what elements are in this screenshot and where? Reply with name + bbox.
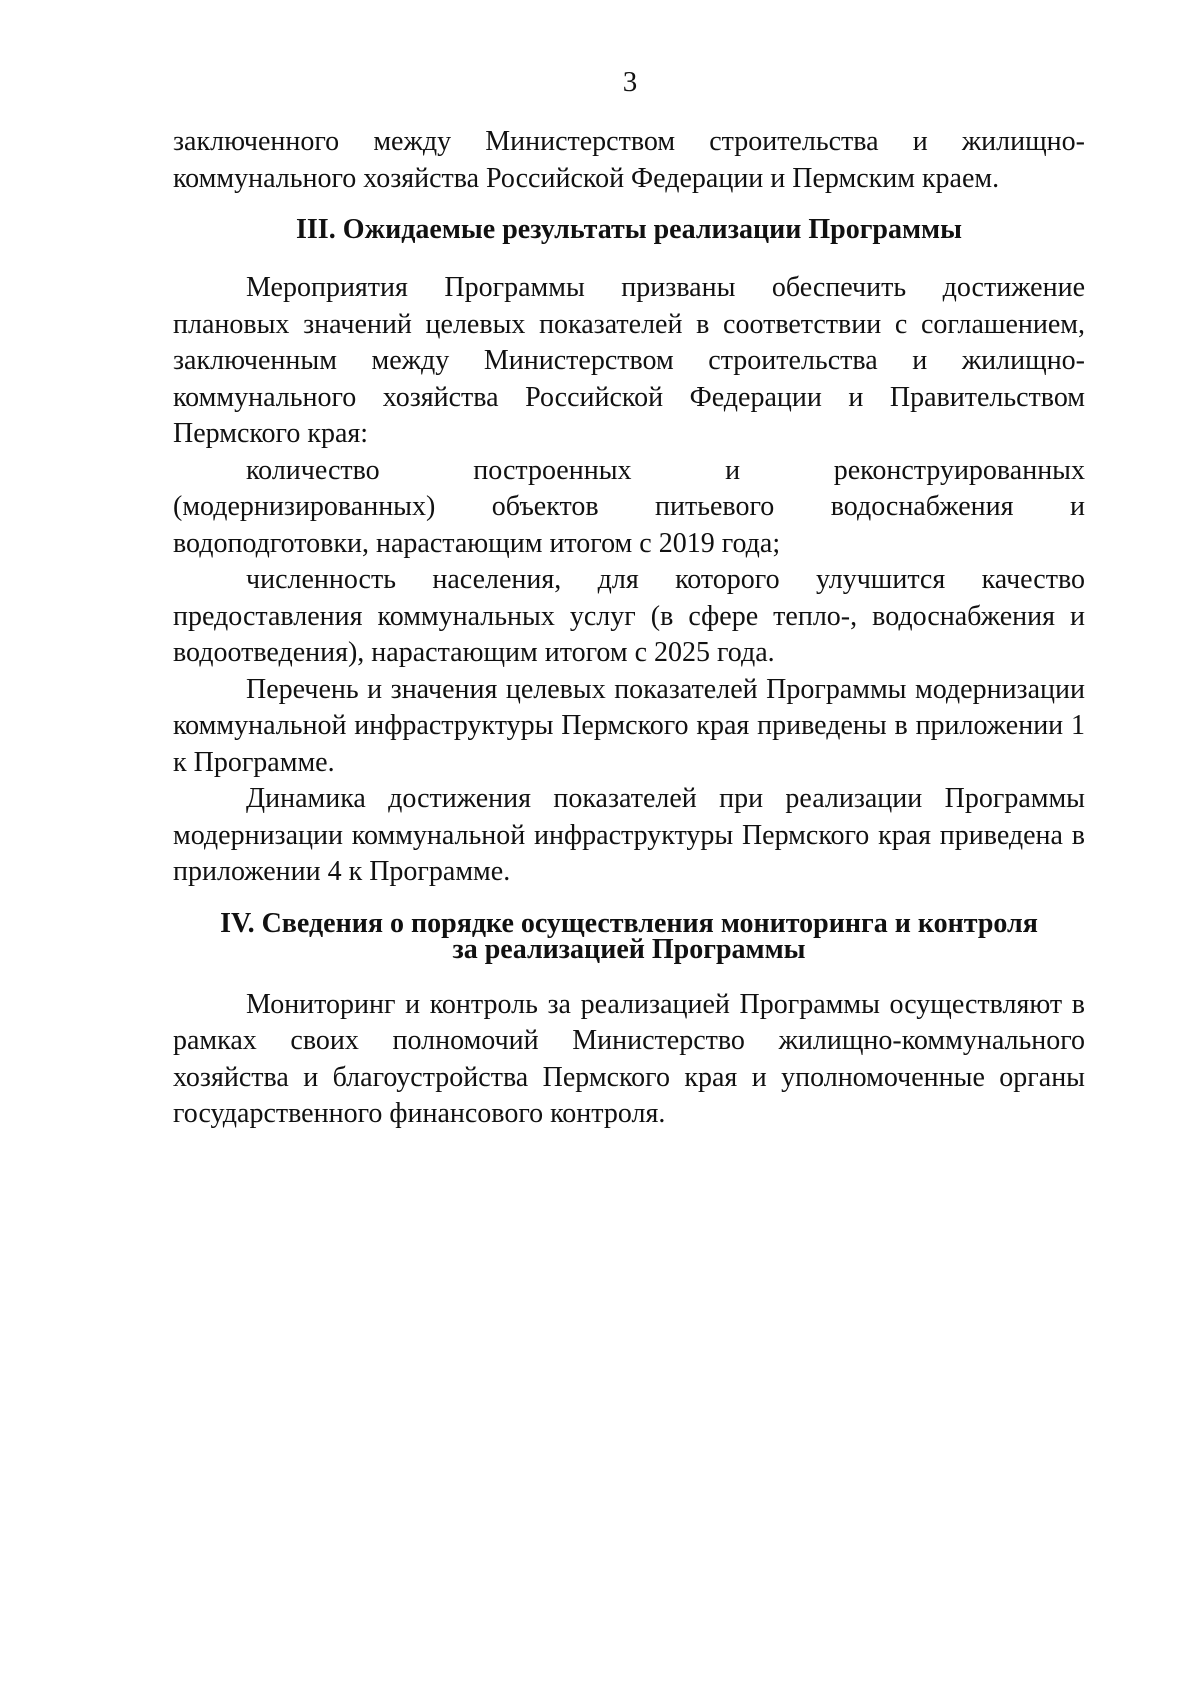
document-body	[173, 124, 1085, 1133]
section-heading-3: III. Ожидаемые результаты реализации Программы	[296, 214, 962, 245]
paragraph-section3-3: численность населения, для которого улучшится качество предоставления коммунальных услуг (в сфере тепло-, водоснабжения и водоотведения), нарастающим итогом с 2025 года.	[173, 564, 1085, 668]
paragraph-section3-4: Перечень и значения целевых показателей Программы модернизации коммунальной инфраструктуры Пермского края приведены в приложении 1 к Программе.	[173, 673, 1085, 778]
page-number: 3	[622, 66, 638, 98]
section-heading-4	[173, 907, 1085, 965]
paragraph-section3-5: Динамика достижения показателей при реализации Программы модернизации коммунальной инфраструктуры Пермского края приведена в приложении 4 к Программе.	[173, 783, 1085, 887]
paragraph-section4-1: Мониторинг и контроль за реализацией Программы осуществляют в рамках своих полномочий Министерство жилищно-коммунального хозяйства и благоустройства Пермского края и уполномоченные органы государственного финансового контроля.	[173, 988, 1085, 1129]
paragraph-intro: заключенного между Министерством строительства и жилищно-коммунального хозяйства Российской Федерации и Пермским краем.	[173, 126, 1085, 194]
section-heading-4-line2: за реализацией Программы	[452, 933, 806, 965]
paragraph-section3-1: Мероприятия Программы призваны обеспечить достижение плановых значений целевых показателей в соответствии с соглашением, заключенным между Министерством строительства и жилищно-коммунального хозяйства Российской Федерации и Правительством Пермского края:	[173, 272, 1085, 449]
paragraph-section3-2: количество построенных и реконструированных (модернизированных) объектов питьевого водоснабжения и водоподготовки, нарастающим итогом с 2019 года;	[173, 454, 1085, 559]
section-heading-4-line1: IV. Сведения о порядке осуществления мониторинга и контроля	[220, 907, 1038, 939]
